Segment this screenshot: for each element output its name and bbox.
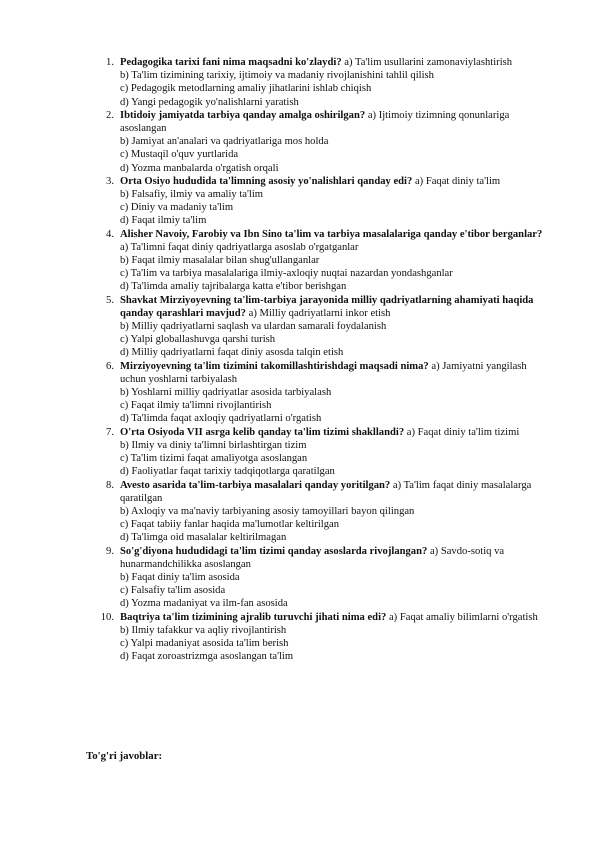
option-d: d) Faqat zoroastrizmga asoslangan ta'lim <box>120 651 294 663</box>
answers-heading: To'g'ri javoblar: <box>86 750 163 762</box>
option-c: c) Ta'lim tizimi faqat amaliyotga asoslangan <box>120 453 308 465</box>
question-number: 8. <box>106 479 114 491</box>
question-text: Orta Osiyo hududida ta'limning asosiy yo'nalishlari qanday edi? <box>120 175 413 187</box>
question-text: O'rta Osiyoda VII asrga kelib qanday ta'lim tizimi shakllandi? <box>120 426 405 438</box>
question-item <box>0 109 596 175</box>
option-a: a) Faqat amaliy bilimlarni o'rgatish <box>388 611 538 623</box>
question-item <box>0 426 596 479</box>
question-text: Alisher Navoiy, Farobiy va Ibn Sino ta'lim va tarbiya masalalariga qanday e'tibor berganlar? <box>120 228 543 240</box>
option-d: d) Yozma madaniyat va ilm-fan asosida <box>120 598 288 610</box>
question-number: 10. <box>100 611 114 623</box>
question-text: Shavkat Mirziyoyevning ta'lim-tarbiya jarayonida milliy qadriyatlarning ahamiyati haqida qanday qarashlari mavjud? <box>120 294 534 319</box>
question-text: Mirziyoyevning ta'lim tizimini takomillashtirishdagi maqsadi nima? <box>120 360 429 372</box>
option-b: b) Ta'lim tizimining tarixiy, ijtimoiy va madaniy rivojlanishini tahlil qilish <box>120 70 434 82</box>
option-c: c) Falsafiy ta'lim asosida <box>120 585 226 597</box>
question-number: 9. <box>106 545 114 557</box>
option-b: b) Axloqiy va ma'naviy tarbiyaning asosiy tamoyillari bayon qilingan <box>120 505 415 517</box>
option-c: c) Faqat ilmiy ta'limni rivojlantirish <box>120 400 272 412</box>
option-a: a) Milliy qadriyatlarni inkor etish <box>248 307 391 319</box>
option-b: b) Ilmiy va diniy ta'limni birlashtirgan tizim <box>120 439 307 451</box>
question-item <box>0 360 596 426</box>
option-c: c) Yalpi madaniyat asosida ta'lim berish <box>120 637 289 649</box>
question-number: 1. <box>106 57 114 68</box>
option-a: a) Savdo-sotiq va hunarmandchilikka asoslangan <box>120 545 505 570</box>
question-item <box>0 175 596 228</box>
question-text: Ibtidoiy jamiyatda tarbiya qanday amalga oshirilgan? <box>120 109 366 121</box>
question-item <box>0 294 596 360</box>
option-b: b) Milliy qadriyatlarni saqlash va ulardan samarali foydalanish <box>120 321 387 333</box>
question-item <box>0 228 596 294</box>
question-text: So'g'diyona hududidagi ta'lim tizimi qanday asoslarda rivojlangan? <box>120 545 428 557</box>
option-a: a) Ta'lim faqat diniy masalalarga qaratilgan <box>120 479 532 504</box>
option-d: d) Faoliyatlar faqat tarixiy tadqiqotlarga qaratilgan <box>120 466 335 478</box>
question-list <box>0 56 596 663</box>
option-c: c) Ta'lim va tarbiya masalalariga ilmiy-axloqiy nuqtai nazardan yondashganlar <box>120 268 453 280</box>
question-number: 4. <box>106 228 114 240</box>
option-a: a) Faqat diniy ta'lim <box>414 175 501 187</box>
option-d: d) Ta'limda faqat axloqiy qadriyatlarni o'rgatish <box>120 413 322 425</box>
option-c: c) Pedagogik metodlarning amaliy jihatlarini ishlab chiqish <box>120 83 372 95</box>
option-a: a) Ijtimoiy tizimning qonunlariga asoslangan <box>120 109 510 135</box>
option-b: b) Faqat ilmiy masalalar bilan shug'ullanganlar <box>120 255 320 267</box>
option-b: b) Falsafiy, ilmiy va amaliy ta'lim <box>120 189 264 201</box>
option-d: d) Yangi pedagogik yo'nalishlarni yaratish <box>120 96 299 108</box>
option-c: c) Faqat tabiiy fanlar haqida ma'lumotlar keltirilgan <box>120 519 340 531</box>
question-text: Baqtriya ta'lim tizimining ajralib turuvchi jihati nima edi? <box>120 611 387 623</box>
question-number: 6. <box>106 360 114 372</box>
question-number: 5. <box>106 294 114 306</box>
option-c: c) Yalpi globallashuvga qarshi turish <box>120 334 276 346</box>
question-text: Pedagogika tarixi fani nima maqsadni ko'zlaydi? <box>120 57 342 68</box>
question-number: 3. <box>106 175 114 187</box>
option-d: d) Ta'limda amaliy tajribalarga katta e'tibor berishgan <box>120 281 347 293</box>
option-b: b) Ilmiy tafakkur va aqliy rivojlantirish <box>120 624 287 636</box>
option-b: b) Yoshlarni milliy qadriyatlar asosida tarbiyalash <box>120 387 332 399</box>
option-b: b) Jamiyat an'analari va qadriyatlariga mos holda <box>120 136 329 148</box>
option-a: a) Jamiyatni yangilash uchun yoshlarni tarbiyalash <box>120 360 527 385</box>
option-d: d) Yozma manbalarda o'rgatish orqali <box>120 162 279 174</box>
option-a: a) Ta'limni faqat diniy qadriyatlarga asoslab o'rgatganlar <box>120 241 359 253</box>
option-a: a) Ta'lim usullarini zamonaviylashtirish <box>344 57 513 68</box>
question-text: Avesto asarida ta'lim-tarbiya masalalari qanday yoritilgan? <box>120 479 391 491</box>
option-c: c) Mustaqil o'quv yurtlarida <box>120 149 239 161</box>
question-item <box>0 479 596 545</box>
option-d: d) Milliy qadriyatlarni faqat diniy asosda talqin etish <box>120 347 344 359</box>
question-item <box>0 611 596 664</box>
option-d: d) Ta'limga oid masalalar keltirilmagan <box>120 532 287 544</box>
question-item <box>0 56 596 109</box>
option-b: b) Faqat diniy ta'lim asosida <box>120 571 240 583</box>
option-a: a) Faqat diniy ta'lim tizimi <box>406 426 520 438</box>
option-d: d) Faqat ilmiy ta'lim <box>120 215 207 227</box>
question-item <box>0 545 596 611</box>
question-number: 7. <box>106 426 114 438</box>
question-number: 2. <box>106 109 114 121</box>
option-c: c) Diniy va madaniy ta'lim <box>120 202 234 214</box>
